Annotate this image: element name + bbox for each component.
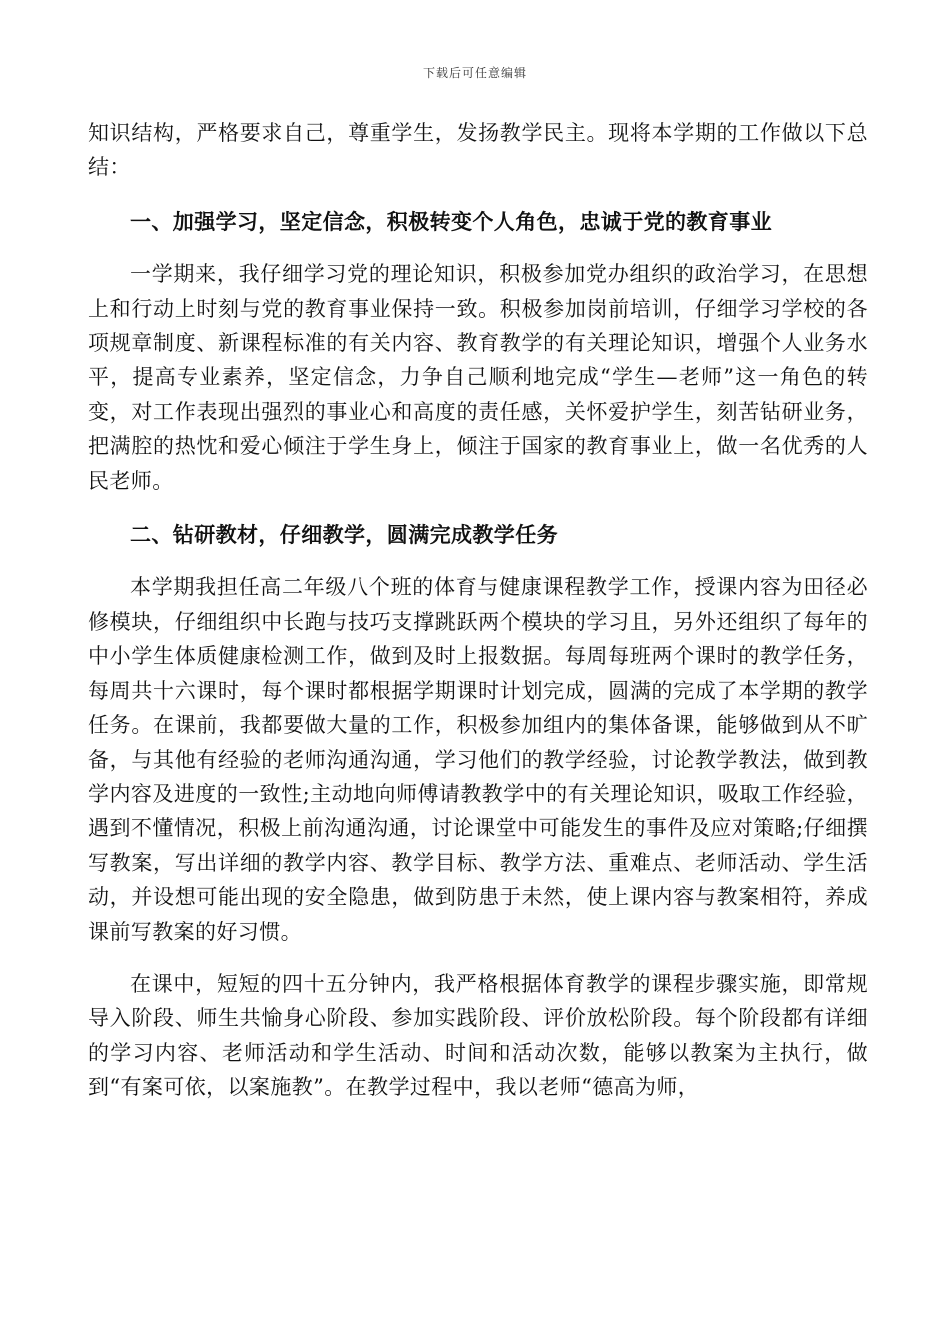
- section-2-paragraph-1: 本学期我担任高二年级八个班的体育与健康课程教学工作，授课内容为田径必修模块，仔细组织中长跑与技巧支撑跳跃两个模块的学习且，另外还组织了每年的中小学生体质健康检测工作，做到及时上报数据。每周每班两个课时的教学任务，每周共十六课时，每个课时都根据学期课时计划完成，圆满的完成了本学期的教学任务。在课前，我都要做大量的工作，积极参加组内的集体备课，能够做到从不旷备，与其他有经验的老师沟通沟通，学习他们的教学经验，讨论教学教法，做到教学内容及进度的一致性;主动地向师傅请教教学中的有关理论知识，吸取工作经验，遇到不懂情况，积极上前沟通沟通，讨论课堂中可能发生的事件及应对策略;仔细撰写教案，写出详细的教学内容、教学目标、教学方法、重难点、老师活动、学生活动，并设想可能出现的安全隐患，做到防患于未然，使上课内容与教案相符，养成课前写教案的好习惯。: [88, 575, 868, 944]
- section-1-heading: 一、加强学习，坚定信念，积极转变个人角色，忠诚于党的教育事业: [130, 208, 772, 234]
- intro-paragraph: 知识结构，严格要求自己，尊重学生，发扬教学民主。现将本学期的工作做以下总结：: [88, 121, 868, 180]
- section-2-paragraph-2: 在课中，短短的四十五分钟内，我严格根据体育教学的课程步骤实施，即常规导入阶段、师生共愉身心阶段、参加实践阶段、评价放松阶段。每个阶段都有详细的学习内容、老师活动和学生活动、时间和活动次数，能够以教案为主执行，做到“有案可依，以案施教”。在教学过程中，我以老师“德高为师，: [88, 971, 868, 1100]
- section-1-paragraph: 一学期来，我仔细学习党的理论知识，积极参加党办组织的政治学习，在思想上和行动上时刻与党的教育事业保持一致。积极参加岗前培训，仔细学习学校的各项规章制度、新课程标准的有关内容、教育教学的有关理论知识，增强个人业务水平，提高专业素养，坚定信念，力争自己顺利地完成“学生—老师”这一角色的转变，对工作表现出强烈的事业心和高度的责任感，关怀爱护学生，刻苦钻研业务，把满腔的热忱和爱心倾注于学生身上，倾注于国家的教育事业上，做一名优秀的人民老师。: [88, 262, 868, 493]
- section-2-heading: 二、钻研教材，仔细教学，圆满完成教学任务: [130, 522, 558, 548]
- document-body: [88, 116, 868, 1105]
- page-header: 下载后可任意编辑: [422, 66, 527, 80]
